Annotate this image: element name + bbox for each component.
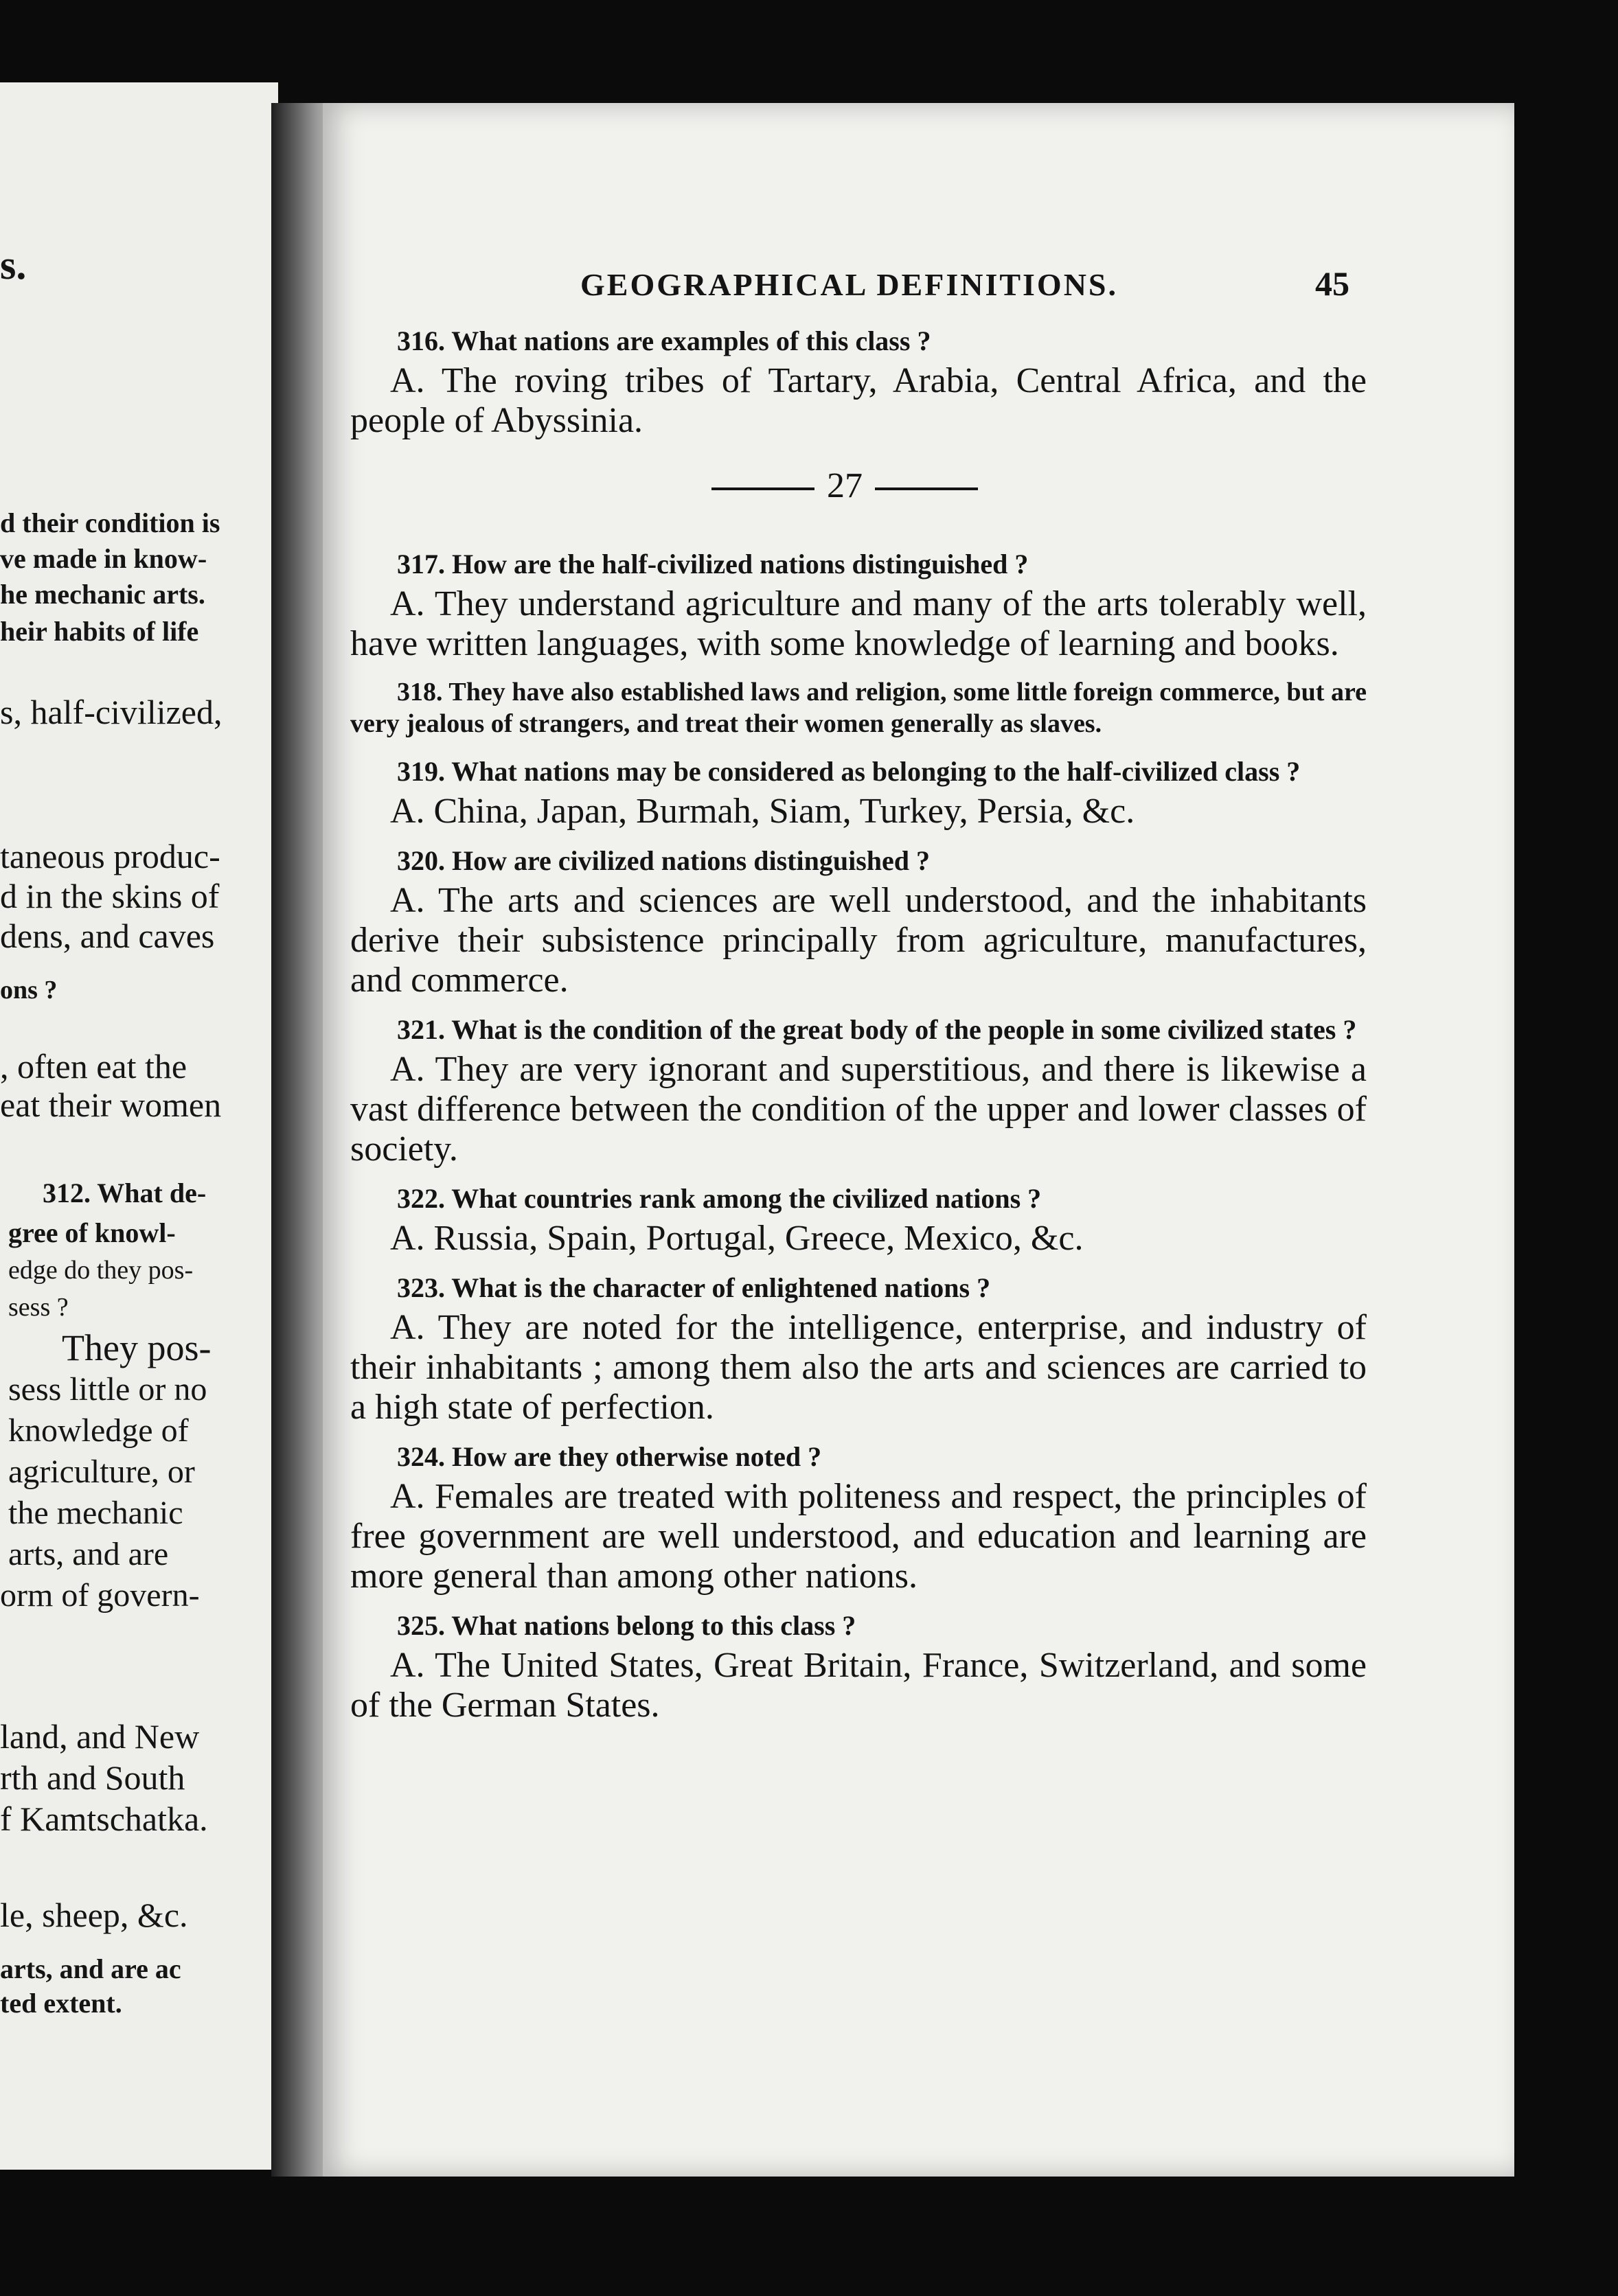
section-number: 27	[827, 466, 863, 505]
answer-325: A. The United States, Great Britain, France, Switzerland, and some of the German States.	[350, 1646, 1367, 1725]
left-fragment: he mechanic arts.	[0, 579, 205, 610]
left-fragment: They pos-	[62, 1327, 212, 1368]
question-324: 324. How are they otherwise noted ?	[397, 1441, 822, 1472]
answer-322: A. Russia, Spain, Portugal, Greece, Mexico, &c.	[390, 1219, 1084, 1258]
left-fragment: arts, and are	[8, 1536, 169, 1572]
section-rule	[711, 487, 814, 490]
left-fragment: knowledge of	[8, 1412, 189, 1449]
left-fragment: sess ?	[8, 1293, 69, 1322]
section-marker	[323, 466, 1367, 506]
question-320: 320. How are civilized nations distinguished ?	[397, 845, 931, 876]
left-fragment: ted extent.	[0, 1988, 122, 2019]
facing-page	[0, 82, 278, 2170]
answer-316: A. The roving tribes of Tartary, Arabia, Central Africa, and the people of Abyssinia.	[350, 361, 1367, 440]
running-title: GEOGRAPHICAL DEFINITIONS.	[580, 267, 1119, 302]
left-fragment: s.	[0, 242, 27, 288]
answer-321: A. They are very ignorant and superstitious, and there is likewise a vast difference between the condition of the upper and lower classes of society.	[350, 1050, 1367, 1169]
question-316: 316. What nations are examples of this class ?	[397, 325, 931, 356]
left-fragment: d in the skins of	[0, 877, 220, 915]
page-header	[323, 266, 1514, 321]
left-fragment: s, half-civilized,	[0, 693, 223, 731]
left-fragment: heir habits of life	[0, 616, 199, 647]
question-325: 325. What nations belong to this class ?	[397, 1610, 856, 1641]
note-318: 318. They have also established laws and religion, some little foreign commerce, but are very jealous of strangers, and treat their women generally as slaves.	[350, 678, 1367, 738]
answer-320: A. The arts and sciences are well understood, and the inhabitants derive their subsistence principally from agriculture, manufactures, and commerce.	[350, 881, 1367, 1000]
question-317: 317. How are the half-civilized nations distinguished ?	[397, 549, 1029, 579]
left-fragment: arts, and are ac	[0, 1953, 181, 1984]
question-322: 322. What countries rank among the civilized nations ?	[397, 1183, 1042, 1214]
answer-319: A. China, Japan, Burmah, Siam, Turkey, Persia, &c.	[390, 792, 1135, 831]
answer-317: A. They understand agriculture and many of the arts tolerably well, have written languages, with some knowledge of learning and books.	[350, 584, 1367, 663]
page-number: 45	[1315, 264, 1349, 303]
page-body	[323, 324, 1367, 1738]
left-fragment: land, and New	[0, 1717, 200, 1756]
left-fragment: orm of govern-	[0, 1577, 200, 1614]
left-fragment: ons ?	[0, 976, 58, 1004]
answer-324: A. Females are treated with politeness and respect, the principles of free government are well understood, and education and learning are more general than among other nations.	[350, 1477, 1367, 1596]
left-fragment: rth and South	[0, 1758, 185, 1797]
left-fragment: the mechanic	[8, 1495, 183, 1531]
left-fragment: d their condition is	[0, 507, 220, 538]
book-page	[323, 103, 1514, 2177]
left-fragment: sess little or no	[8, 1371, 207, 1408]
question-321: 321. What is the condition of the great body of the people in some civilized states ?	[397, 1014, 1357, 1045]
left-fragment: f Kamtschatka.	[0, 1800, 208, 1838]
left-fragment: gree of knowl-	[8, 1217, 176, 1248]
left-fragment: , often eat the	[0, 1047, 187, 1086]
left-fragment: ve made in know-	[0, 543, 207, 574]
left-fragment: edge do they pos-	[8, 1256, 194, 1285]
left-fragment: agriculture, or	[8, 1454, 195, 1490]
section-rule	[875, 487, 978, 490]
answer-323: A. They are noted for the intelligence, enterprise, and industry of their inhabitants ; among them also the arts and sciences are carried to a high state of perfection.	[350, 1308, 1367, 1427]
question-323: 323. What is the character of enlightened nations ?	[397, 1272, 991, 1303]
question-319: 319. What nations may be considered as belonging to the half-civilized class ?	[397, 756, 1301, 787]
left-fragment: dens, and caves	[0, 917, 215, 955]
left-fragment: taneous produc-	[0, 837, 220, 875]
left-fragment: 312. What de-	[43, 1178, 207, 1208]
left-fragment: eat their women	[0, 1086, 222, 1124]
left-fragment: le, sheep, &c.	[0, 1896, 188, 1934]
